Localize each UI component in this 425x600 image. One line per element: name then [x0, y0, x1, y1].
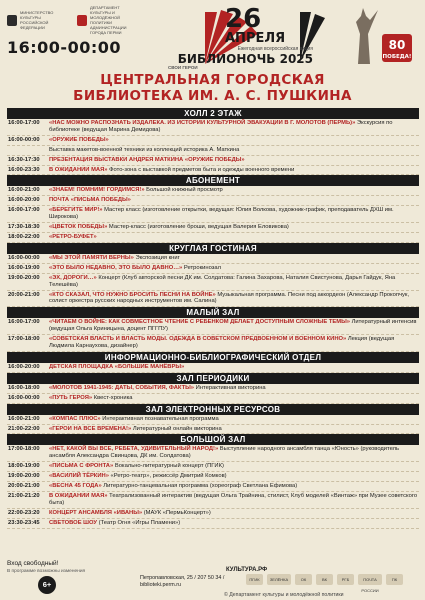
library-site-link[interactable]: biblioteki.perm.ru: [140, 582, 182, 588]
row-event-desc: Большой книжный просмотр: [144, 187, 223, 194]
row-event-title: СВЕТОВОЕ ШОУ: [49, 519, 97, 526]
row-time: 18:00-19:00: [8, 463, 40, 470]
program-row: [7, 166, 419, 176]
row-event-title: «ПИСЬМА С ФРОНТА»: [49, 463, 114, 470]
row-event-desc: Интерактивная викторина: [194, 384, 266, 391]
row-event-desc: Литературно-танцевальная программа (хореограф Светлана Ефимова): [101, 483, 298, 490]
action-subtitle: Ежегодная всероссийская акция: [237, 46, 313, 52]
row-event-title: «ВАСИЛИЙ ТЁРКИН»: [49, 473, 109, 480]
row-event-title: ДЕТСКАЯ ПЛОЩАДКА «БОЛЬШИЕ МАНЁВРЫ»: [49, 363, 185, 370]
partner-logo: ПГИК: [246, 574, 263, 585]
program-row: [7, 363, 419, 373]
row-content: [49, 224, 419, 231]
ministry-logo-text: МИНИСТЕРСТВО КУЛЬТУРЫ РОССИЙСКОЙ ФЕДЕРАЦИИ: [20, 10, 54, 30]
svg-text:ПОБЕДА!: ПОБЕДА!: [382, 54, 412, 60]
row-event-desc: Мастер-класс (изготовление броши, ведущая Валерия Еловикова): [107, 224, 289, 231]
row-content: [49, 292, 419, 306]
program-row: [7, 264, 419, 274]
row-time: 16:00-00:00: [8, 254, 40, 261]
row-event-title: «ЦВЕТОК ПОБЕДЫ»: [49, 224, 108, 231]
row-time: 16:00-19:00: [8, 264, 40, 271]
event-tagline: СВОИ ГЕРОИ: [168, 65, 198, 70]
program-row: [7, 318, 419, 335]
row-event-desc: Экскурсия по библиотеке (ведущая Марина Демидова): [49, 120, 393, 133]
section-header: МАЛЫЙ ЗАЛ: [7, 307, 419, 318]
row-content: [49, 463, 419, 470]
row-event-desc: «Ретро-театр», режиссёр Дмитрий Комков): [108, 473, 227, 480]
row-event-title: «ЗНАЕМ! ПОМНИМ! ГОРДИМСЯ!»: [49, 187, 145, 194]
program-row: [7, 425, 419, 435]
event-name: БИБЛИОНОЧЬ 2025: [177, 52, 313, 66]
row-content: [49, 157, 419, 164]
partner-logos: [7, 5, 138, 35]
row-time: 23:30-23:45: [8, 519, 40, 526]
event-time: 16:00-00:00: [7, 38, 121, 57]
row-time: 16:00-23:30: [8, 166, 40, 173]
program-row: [7, 415, 419, 425]
department-logo-text: ДЕПАРТАМЕНТ КУЛЬТУРЫ И МОЛОДЁЖНОЙ ПОЛИТИКИ АДМИНИСТРАЦИИ ГОРОДА ПЕРМИ: [90, 5, 127, 35]
section-header: ЗАЛ ПЕРИОДИКИ: [7, 373, 419, 384]
program-row: [7, 223, 419, 233]
row-event-title: «ВЕСНА 45 ГОДА»: [49, 483, 102, 490]
row-event-title: «ЧИТАЕМ О ВОЙНЕ: КАК СОВМЕСТНОЕ ЧТЕНИЕ С РЕБЕНКОМ ДЕЛАЕТ ДОСТУПНЫМ СЛОЖНЫЕ ТЕМЫ»: [49, 319, 350, 326]
row-content: [49, 207, 419, 221]
ministry-logo: [7, 10, 68, 30]
date-month: АПРЕЛЯ: [225, 31, 286, 46]
row-time: 20:00-21:00: [8, 291, 40, 298]
program-row: [7, 136, 419, 146]
section-header: АБОНЕМЕНТ: [7, 175, 419, 186]
row-time: 21:00-22:00: [8, 425, 40, 432]
program-row: [7, 233, 419, 243]
svg-text:80: 80: [388, 38, 406, 52]
row-content: [49, 187, 419, 194]
row-time: 16:00-17:00: [8, 319, 40, 326]
ministry-emblem-icon: [7, 15, 17, 26]
program-row: [7, 274, 419, 291]
row-event-desc: Ретрокинозал: [182, 264, 222, 271]
row-time: 16:00-18:00: [8, 384, 40, 391]
program-row: [7, 384, 419, 394]
row-event-title: «ГЕРОИ НА ВСЕ ВРЕМЕНА!»: [49, 425, 132, 432]
row-content: [49, 520, 419, 527]
section-header: ХОЛЛ 2 ЭТАЖ: [7, 108, 419, 119]
library-title-line2: БИБЛИОТЕКА ИМ. А. С. ПУШКИНА: [73, 88, 352, 104]
row-content: [49, 416, 419, 423]
row-event-title: В ОЖИДАНИИ МАЯ»: [49, 493, 108, 499]
row-content: [49, 510, 419, 517]
program-row: [7, 509, 419, 519]
row-time: 19:00-20:00: [8, 274, 40, 281]
row-content: [49, 137, 419, 144]
row-content: [49, 446, 419, 460]
program-sections: [7, 108, 419, 529]
row-event-desc: Литературный интенсив (ведущая Ольга Криницына, доцент ПГГПУ): [49, 319, 417, 333]
row-event-title: «КТО СКАЗАЛ, ЧТО НУЖНО БРОСИТЬ ПЕСНИ НА ВОЙНЕ»: [49, 291, 216, 298]
row-content: [49, 234, 419, 241]
row-event-title: ПОЧТА «ПИСЬМА ПОБЕДЫ»: [49, 197, 131, 204]
program-row: [7, 146, 419, 156]
row-event-desc: Выступление народного ансамбля танца «Юность» (руководитель ансамбля Александра Свинцова, ДК им. Солдатова): [49, 446, 400, 460]
row-time: 16:00-21:00: [8, 187, 40, 194]
row-time: [7, 147, 49, 154]
row-content: [49, 473, 419, 480]
motherland-monument-icon: [330, 4, 420, 66]
row-content: [49, 275, 419, 289]
row-event-desc: Фото-зона с выставкой предметов быта и одежды военного времени: [107, 166, 295, 173]
row-event-title: «ЭТО БЫЛО НЕДАВНО, ЭТО БЫЛО ДАВНО…»: [49, 264, 183, 271]
row-event-title: «ПУТЬ ГЕРОЯ»: [49, 394, 93, 401]
row-time: 16:30-17:30: [8, 156, 40, 163]
row-event-desc: Литературный онлайн викторина: [131, 425, 222, 432]
row-time: 21:00-21:20: [8, 493, 40, 499]
section-header: ЗАЛ ЭЛЕКТРОННЫХ РЕСУРСОВ: [7, 404, 419, 415]
program-row: [7, 445, 419, 462]
kultura-logo: КУЛЬТУРА.РФ: [226, 567, 268, 573]
row-event-desc: Экспозиция книг: [133, 254, 180, 261]
row-time: 16:00-20:00: [8, 197, 40, 204]
row-event-title: «МЫ ЭТОЙ ПАМЯТИ ВЕРНЫ»: [49, 254, 134, 261]
changes-note: В программе возможны изменения: [7, 569, 86, 574]
row-content: [49, 120, 419, 134]
program-row: [7, 254, 419, 264]
row-time: 17:00-18:00: [8, 336, 40, 343]
free-entry: Вход свободный!: [7, 560, 59, 567]
row-event-desc: Театрализованный интерактив (ведущая Ольга Трайнина, стилист, Клуб моделей «Винтаж» при Музее советского быта): [49, 493, 418, 506]
partner-logo: ОК: [295, 574, 312, 585]
victory-80-badge: [382, 34, 412, 62]
row-event-desc: Квест-хроника: [92, 394, 133, 401]
row-event-desc: Интерактивная познавательная программа: [100, 415, 219, 422]
row-content: [49, 426, 419, 433]
row-event-title: «ОРУЖИЕ ПОБЕДЫ»: [49, 136, 109, 143]
partner-logo: ПОЧТА РОССИИ: [358, 574, 382, 585]
section-header: КРУГЛАЯ ГОСТИНАЯ: [7, 243, 419, 254]
partner-logo: ЗЕЛЁНКА: [267, 574, 291, 585]
address-line: Петропавловская, 25 / 207 50 34 /: [140, 575, 225, 581]
row-content: [49, 385, 419, 392]
program-row: [7, 482, 419, 492]
section-header: ИНФОРМАЦИОННО-БИБЛИОГРАФИЧЕСКИЙ ОТДЕЛ: [7, 352, 419, 363]
row-event-desc: Выставка макетов-военной техники из коллекций историка А. Маткина: [49, 146, 240, 153]
row-event-title: «ЭХ, ДОРОГИ…»: [49, 274, 97, 281]
row-event-title: «РЕТРО-БУФЕТ»: [49, 233, 97, 240]
program-row: [7, 472, 419, 482]
program-row: [7, 394, 419, 404]
partner-logo: ПК: [386, 574, 403, 585]
date-day: 26: [225, 4, 262, 34]
library-address: [140, 575, 224, 589]
program-row: [7, 206, 419, 223]
row-event-title: «КОМПАС ПЛЮС»: [49, 415, 101, 422]
row-time: 16:00-17:00: [8, 120, 40, 126]
program-row: [7, 186, 419, 196]
program-row: [7, 291, 419, 308]
row-time: 17:00-18:00: [8, 446, 40, 453]
library-title-line1: ЦЕНТРАЛЬНАЯ ГОРОДСКАЯ: [100, 72, 325, 88]
program-row: [7, 196, 419, 206]
row-event-desc: Музыкальная программа. Песни под аккордеон (Александр Прокопчук, солист оркестра русских народных инструментов им. Салина): [49, 291, 410, 305]
department-logo: [77, 5, 138, 35]
row-content: [49, 395, 419, 402]
age-rating-badge: 6+: [38, 576, 56, 594]
row-time: 16:00-21:00: [8, 415, 40, 422]
row-content: [49, 319, 419, 333]
row-time: 16:00-17:00: [8, 207, 40, 214]
partner-logo: РГБ: [337, 574, 354, 585]
row-content: [49, 147, 419, 154]
row-time: 22:00-23:20: [8, 509, 40, 516]
row-event-title: ПРЕЗЕНТАЦИЯ ВЫСТАВКИ АНДРЕЯ МАТКИНА «ОРУЖИЕ ПОБЕДЫ»: [49, 156, 245, 163]
row-content: [49, 483, 419, 490]
row-content: [49, 336, 419, 350]
row-event-desc: Вокально-литературный концерт (ПГИК): [113, 463, 224, 470]
row-event-desc: (Театр Огня «Игры Пламени»): [96, 519, 181, 526]
row-event-title: «НЕТ, КАКОЙ ВЫ ВСЕ, РЕБЕТА, УДИВИТЕЛЬНЫЙ НАРОД!»: [49, 446, 219, 453]
row-time: 16:00-00:00: [8, 136, 40, 143]
row-content: [49, 364, 419, 371]
row-event-title: В ОЖИДАНИИ МАЯ»: [49, 166, 108, 173]
program-row: [7, 492, 419, 509]
poster-footer: [0, 558, 425, 600]
row-content: [49, 167, 419, 174]
section-header: БОЛЬШОЙ ЗАЛ: [7, 434, 419, 445]
copyright-line: © Департамент культуры и молодёжной политики: [224, 592, 344, 598]
perm-emblem-icon: [77, 15, 87, 26]
row-event-desc: Концерт (Клуб авторской песни ДК им. Солдатова: Галина Захарова, Наталия Свистунова, Дарья Гайдук, Яна Телешёва): [49, 274, 396, 288]
row-time: 17:30-18:30: [8, 224, 40, 231]
row-content: [49, 197, 419, 204]
row-time: 18:00-22:00: [8, 233, 40, 240]
program-row: [7, 156, 419, 166]
row-event-title: «МОЛОТОВ 1941-1945: ДАТЫ, СОБЫТИЯ, ФАКТЫ»: [49, 384, 195, 391]
row-event-title: КОНЦЕРТ АНСАМБЛЯ «ИВАНЫ»: [49, 509, 143, 516]
program-row: [7, 519, 419, 529]
row-event-title: «БЕРЕГИТЕ МИР!»: [49, 207, 103, 214]
row-content: [49, 255, 419, 262]
row-time: 20:00-21:00: [8, 483, 40, 490]
program-row: [7, 119, 419, 136]
program-row: [7, 462, 419, 472]
row-content: [49, 493, 419, 507]
row-event-desc: Мастер класс (изготовление открытки, ведущая: Юлия Волкова, художник-график, преподаватель ДХШ им. Широкова): [49, 207, 394, 221]
row-event-title: «НАС МОЖНО РАСПОЗНАТЬ ИЗДАЛЕКА. ИЗ ИСТОРИИ КУЛЬТУРНОЙ ЭВАКУАЦИИ В Г. МОЛОТОВ (ПЕРМЬ)»: [49, 120, 356, 126]
partner-logo: ВК: [316, 574, 333, 585]
program-row: [7, 335, 419, 352]
row-content: [49, 265, 419, 272]
row-event-title: «СОВЕТСКАЯ ВЛАСТЬ И ВЛАСТЬ МОДЫ. ОДЕЖДА В СОВЕТСКОМ ПРЕДВОЕННОМ И ВОЕННОМ КИНО»: [49, 336, 347, 343]
row-time: 16:00-00:00: [8, 394, 40, 401]
row-time: 19:00-20:00: [8, 473, 40, 480]
row-event-desc: Лекция (ведущая Людмила Карнаухова, дизайнер): [49, 336, 395, 350]
row-time: 16:00-20:00: [8, 363, 40, 370]
partner-logo-row: [246, 574, 403, 593]
row-event-desc: (МАУК «ПермьКонцерт»): [142, 509, 211, 516]
